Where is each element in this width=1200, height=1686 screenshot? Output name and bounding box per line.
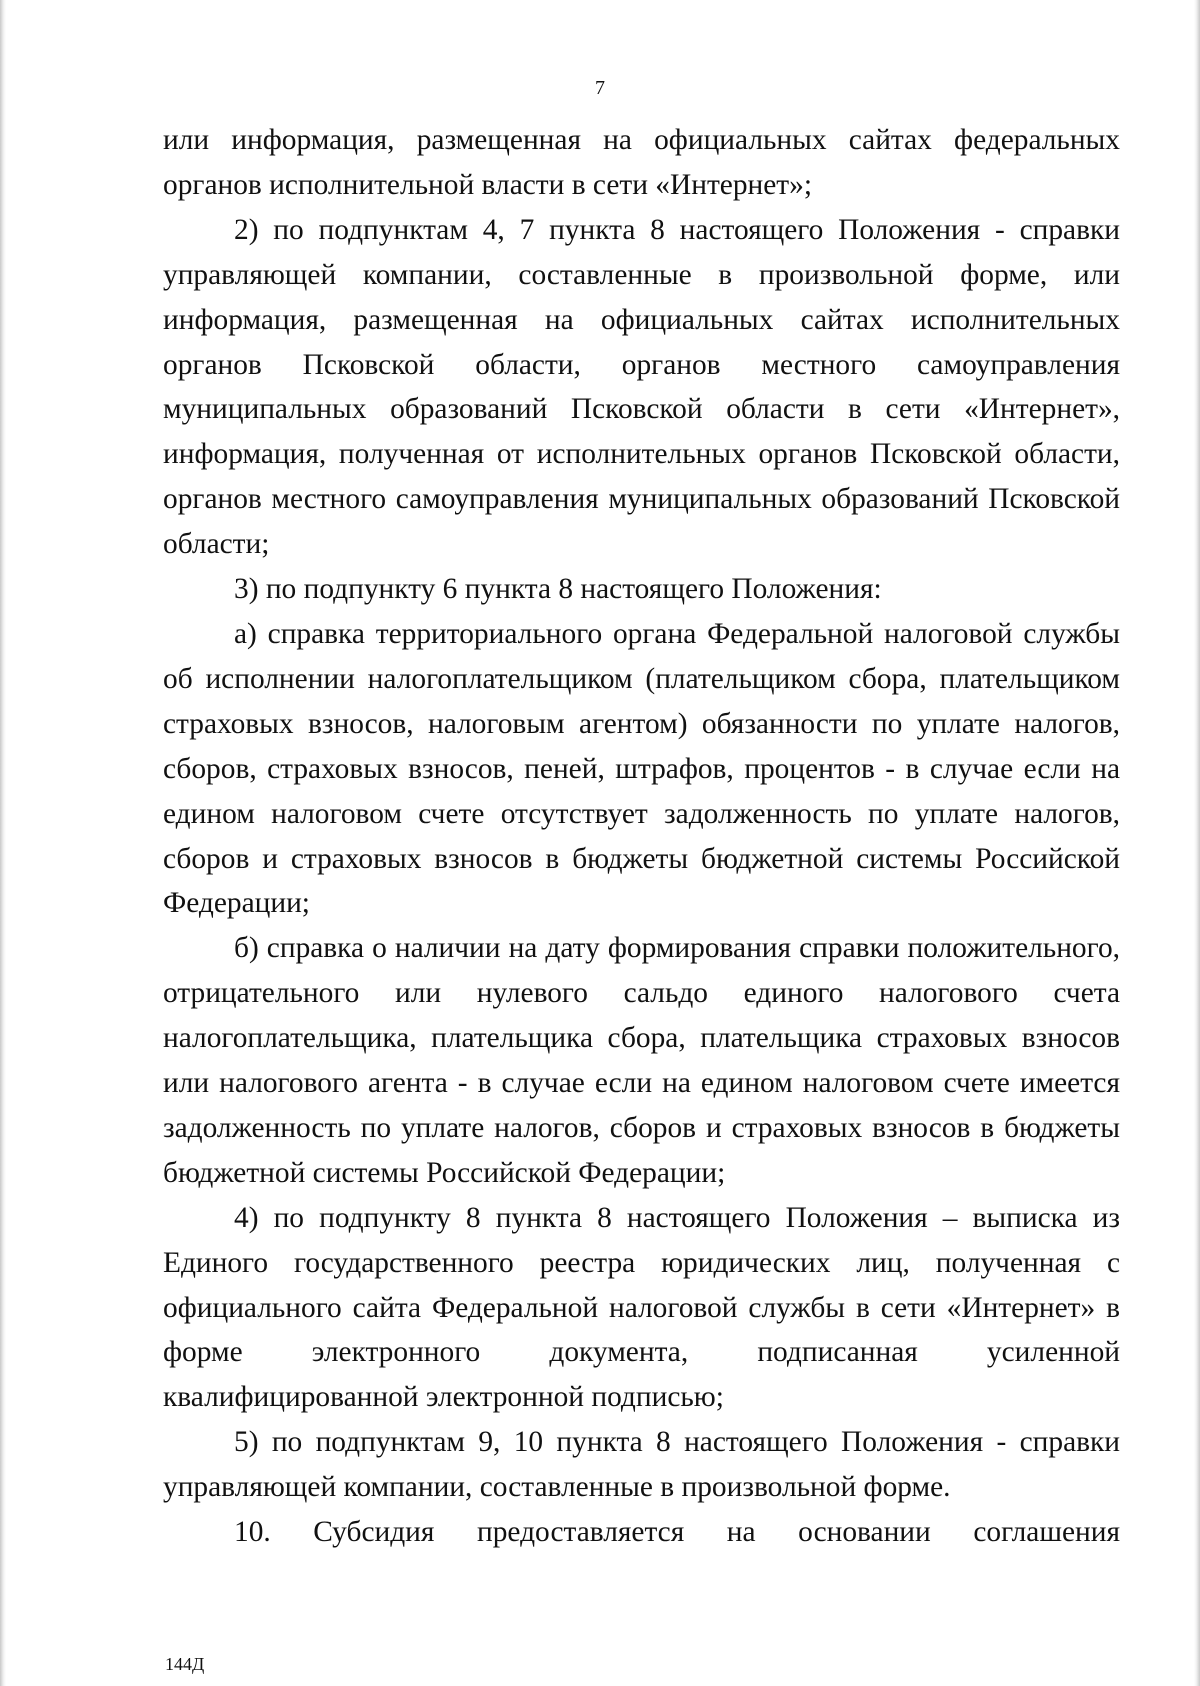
paragraph-item-4: 4) по подпункту 8 пункта 8 настоящего Положения – выписка из Единого государственного реестра юридических лиц, полученная с официального сайта Федеральной налоговой службы в сети «Интернет» в форме электронного документа, подписанная усиленной квалифицированной электронной подписью; — [163, 1201, 1120, 1414]
paragraph-section-10: 10. Субсидия предоставляется на основании соглашения — [234, 1516, 1120, 1549]
page-number: 7 — [595, 77, 605, 99]
paragraph-item-2: 2) по подпунктам 4, 7 пункта 8 настоящего Положения - справки управляющей компании, составленные в произвольной форме, или информация, размещенная на официальных сайтах исполнительных органов Псковской области, органов местного самоуправления муниципальных образований Псковской области в сети «Интернет», информация, полученная от исполнительных органов Псковской области, органов местного самоуправления муниципальных образований Псковской области; — [163, 213, 1120, 561]
paragraph-item-5: 5) по подпунктам 9, 10 пункта 8 настоящего Положения - справки управляющей компании, составленные в произвольной форме. — [163, 1426, 1120, 1504]
scan-edge-left — [0, 0, 6, 1686]
footer-document-code: 144Д — [165, 1654, 205, 1674]
paragraph-item-3b: б) справка о наличии на дату формирования справки положительного, отрицательного или нулевого сальдо единого налогового счета налогоплательщика, плательщика сбора, плательщика страховых взносов или налогового агента - в случае если на едином налоговом счете имеется задолженность по уплате налогов, сборов и страховых взносов в бюджеты бюджетной системы Российской Федерации; — [163, 932, 1120, 1189]
paragraph-item-3: 3) по подпункту 6 пункта 8 настоящего Положения: — [234, 573, 882, 606]
scan-edge-right — [1194, 0, 1200, 1686]
paragraph-continuation: или информация, размещенная на официальных сайтах федеральных органов исполнительной власти в сети «Интернет»; — [163, 124, 1120, 201]
paragraph-item-3a: а) справка территориального органа Федеральной налоговой службы об исполнении налогоплательщиком (плательщиком сбора, плательщиком страховых взносов, налоговым агентом) обязанности по уплате налогов, сборов, страховых взносов, пеней, штрафов, процентов - в случае если на едином налоговом счете отсутствует задолженность по уплате налогов, сборов и страховых взносов в бюджеты бюджетной системы Российской Федерации; — [163, 617, 1120, 920]
document-body — [163, 118, 1120, 1555]
